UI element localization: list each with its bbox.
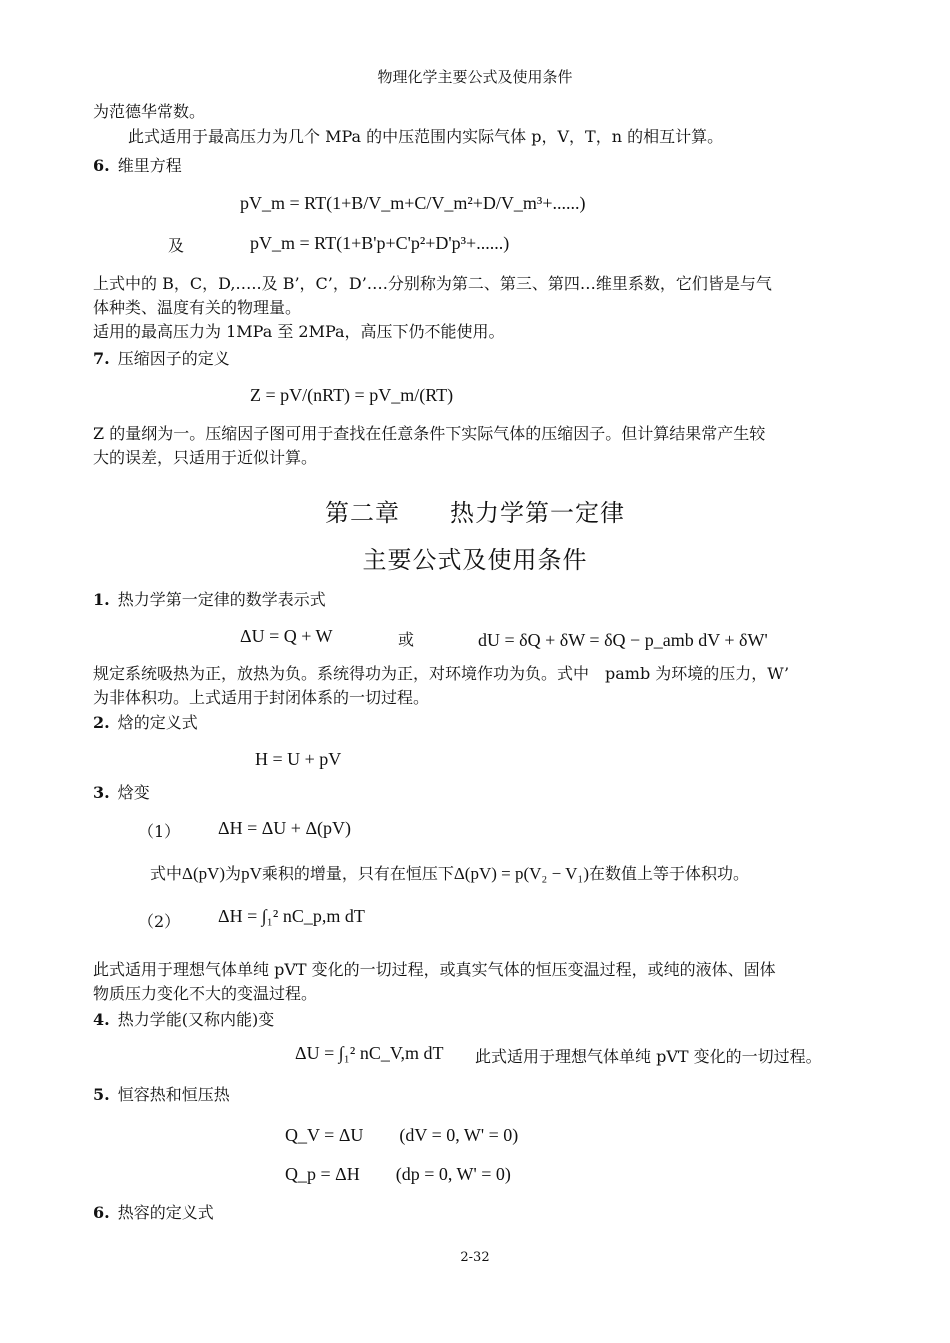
item-title: 热力学第一定律的数学表示式 bbox=[117, 590, 326, 609]
item-number: 3. bbox=[93, 783, 110, 802]
item-number: 4. bbox=[93, 1010, 110, 1029]
paragraph-vdw-end: 为范德华常数。 bbox=[93, 102, 206, 121]
paragraph-enthalpy-change-use-line2: 物质压力变化不大的变温过程。 bbox=[93, 984, 318, 1003]
section-7-heading bbox=[93, 346, 230, 369]
equation-first-law: ΔU = Q + W bbox=[240, 626, 333, 646]
equation-internal-energy-change: ΔU = ∫₁² nC_V,m dT bbox=[295, 1043, 444, 1063]
text-segment: 式中 bbox=[150, 864, 183, 883]
section-title: 压缩因子的定义 bbox=[117, 349, 230, 368]
section-title-main: 主要公式及使用条件 bbox=[362, 546, 588, 574]
subitem-1-label: （1） bbox=[138, 822, 181, 841]
paragraph-enthalpy-change-note bbox=[150, 862, 749, 885]
section-6-heading bbox=[93, 153, 182, 176]
equation-first-law-differential: dU = δQ + δW = δQ − p_amb dV + δW' bbox=[478, 630, 768, 650]
chapter2-item-6-heading bbox=[93, 1200, 214, 1223]
chapter-title: 第二章 热力学第一定律 bbox=[325, 499, 625, 527]
equation-connector-or: 或 bbox=[398, 630, 415, 649]
paragraph-virial-line3: 适用的最高压力为 1MPa 至 2MPa，高压下仍不能使用。 bbox=[93, 322, 505, 341]
paragraph-z-line1: Z 的量纲为一。压缩因子图可用于查找在任意条件下实际气体的压缩因子。但计算结果常产生较 bbox=[93, 424, 766, 443]
paragraph-enthalpy-change-use-line1: 此式适用于理想气体单纯 pVT 变化的一切过程，或真实气体的恒压变温过程，或纯的液体、固体 bbox=[93, 960, 776, 979]
chapter2-item-2-heading bbox=[93, 710, 198, 733]
equation-connector-and: 及 bbox=[168, 236, 185, 255]
equation-enthalpy-change-1: ΔH = ΔU + Δ(pV) bbox=[218, 818, 352, 838]
equation-heat-constant-pressure: Q_p = ΔH (dp = 0, W' = 0) bbox=[285, 1164, 511, 1184]
inline-math: Δ(pV) bbox=[182, 864, 226, 883]
item-title: 热力学能(又称内能)变 bbox=[117, 1010, 275, 1029]
equation-virial-volume: pV_m = RT(1+B/V_m+C/V_m²+D/V_m³+......) bbox=[240, 193, 586, 213]
subitem-2-label: （2） bbox=[138, 912, 181, 931]
chapter2-item-4-heading bbox=[93, 1007, 274, 1030]
chapter2-item-1-heading bbox=[93, 587, 326, 610]
paragraph-virial-line2: 体种类、温度有关的物理量。 bbox=[93, 298, 302, 317]
section-number: 6. bbox=[93, 156, 110, 175]
paragraph-virial-line1: 上式中的 B，C，D,…..及 B’，C’，D’….分别称为第二、第三、第四…维里系数，它们皆是与气 bbox=[93, 274, 772, 293]
text-segment: 为 bbox=[225, 864, 242, 883]
paragraph-first-law-line1: 规定系统吸热为正，放热为负。系统得功为正，对环境作功为负。式中 pamb 为环境的压力，W’ bbox=[93, 664, 790, 683]
item-title: 恒容热和恒压热 bbox=[117, 1085, 230, 1104]
paragraph-internal-energy-use: 此式适用于理想气体单纯 pVT 变化的一切过程。 bbox=[475, 1047, 822, 1066]
chapter2-item-5-heading bbox=[93, 1082, 230, 1105]
equation-heat-constant-volume: Q_V = ΔU (dV = 0, W' = 0) bbox=[285, 1125, 519, 1145]
item-number: 6. bbox=[93, 1203, 110, 1222]
item-title: 热容的定义式 bbox=[117, 1203, 214, 1222]
page-number: 2-32 bbox=[460, 1250, 490, 1265]
item-number: 2. bbox=[93, 713, 110, 732]
inline-math: Δ(pV) = p(V₂ − V₁) bbox=[453, 864, 589, 883]
paragraph-z-line2: 大的误差，只适用于近似计算。 bbox=[93, 448, 318, 467]
chapter2-item-3-heading bbox=[93, 780, 150, 803]
inline-math: pV bbox=[241, 864, 262, 883]
item-number: 1. bbox=[93, 590, 110, 609]
section-title: 维里方程 bbox=[117, 156, 182, 175]
section-number: 7. bbox=[93, 349, 110, 368]
paragraph-vdw-use: 此式适用于最高压力为几个 MPa 的中压范围内实际气体 p，V，T，n 的相互计算。 bbox=[128, 127, 724, 146]
paragraph-first-law-line2: 为非体积功。上式适用于封闭体系的一切过程。 bbox=[93, 688, 430, 707]
item-number: 5. bbox=[93, 1085, 110, 1104]
text-segment: 在数值上等于体积功。 bbox=[589, 864, 750, 883]
page-header: 物理化学主要公式及使用条件 bbox=[377, 68, 573, 86]
equation-enthalpy-change-2: ΔH = ∫₁² nC_p,m dT bbox=[218, 906, 365, 926]
equation-compression-factor: Z = pV/(nRT) = pV_m/(RT) bbox=[250, 385, 454, 405]
item-title: 焓变 bbox=[117, 783, 150, 802]
item-title: 焓的定义式 bbox=[117, 713, 198, 732]
equation-virial-pressure: pV_m = RT(1+B'p+C'p²+D'p³+......) bbox=[250, 233, 510, 253]
text-segment: 乘积的增量，只有在恒压下 bbox=[261, 864, 454, 883]
equation-enthalpy-definition: H = U + pV bbox=[255, 749, 342, 769]
